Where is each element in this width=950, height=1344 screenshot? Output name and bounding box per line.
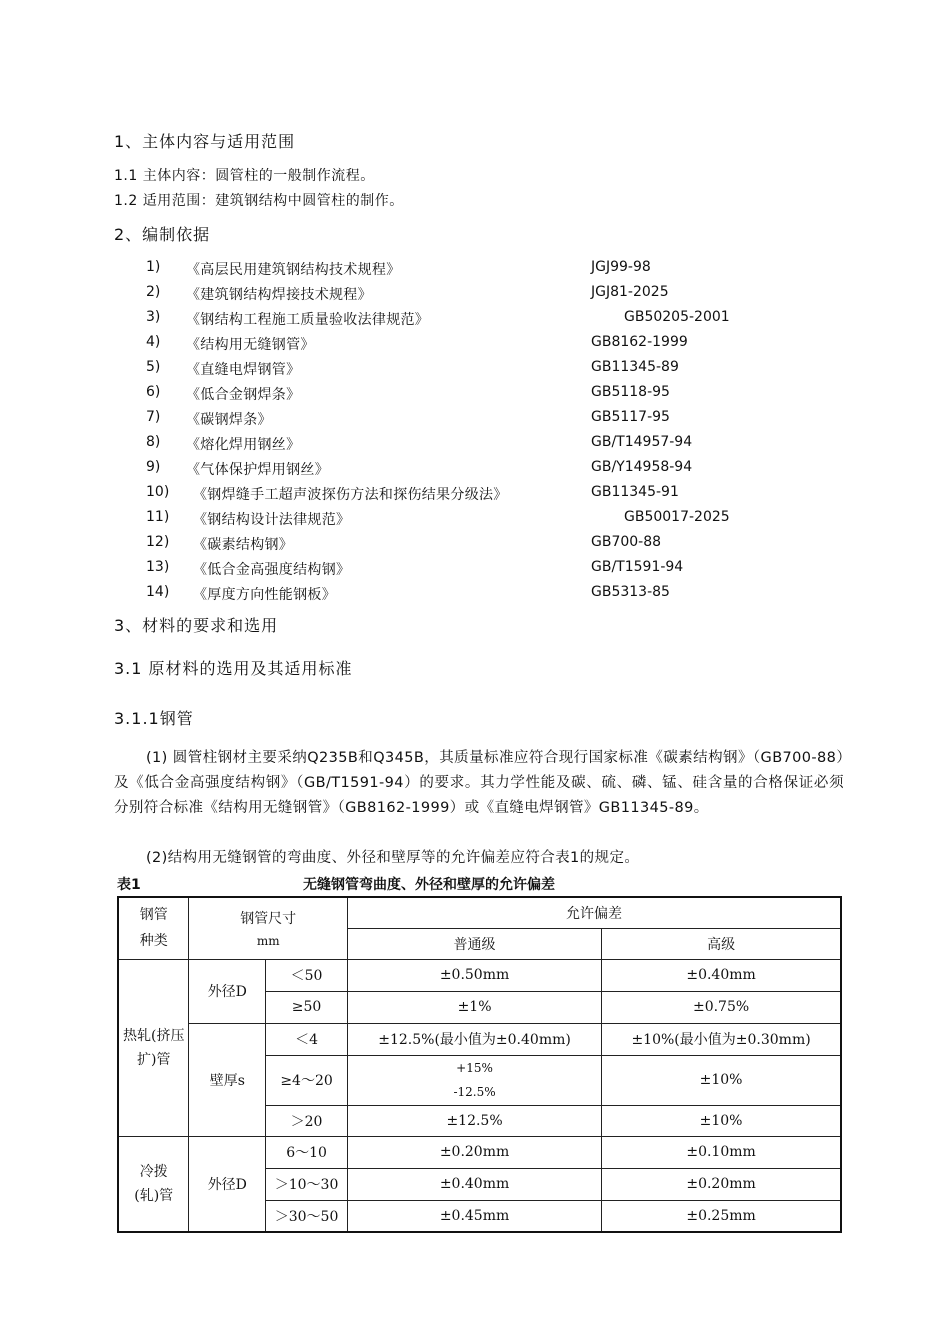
reference-name: 《结构用无缝钢管》 <box>186 337 315 353</box>
cell-high: ±0.20mm <box>602 1168 841 1200</box>
reference-name: 《钢结构工程施工质量验收法律规范》 <box>186 312 430 328</box>
cell-high: ±0.40mm <box>602 959 841 991</box>
reference-code: GB11345-91 <box>591 484 679 500</box>
reference-code: JGJ99-98 <box>591 259 651 275</box>
table-header-row <box>118 897 841 928</box>
reference-name: 《气体保护焊用钢丝》 <box>186 462 329 478</box>
reference-name: 《碳钢焊条》 <box>186 412 272 428</box>
cell-range: ＜4 <box>266 1023 348 1055</box>
header-pipe-size: 钢管尺寸 mm <box>189 897 347 959</box>
reference-number: 8) <box>146 434 161 450</box>
tolerance-table <box>117 896 842 1233</box>
section-2-title: 2、编制依据 <box>114 225 211 244</box>
cell-range: ＞30～50 <box>266 1200 348 1232</box>
reference-name: 《熔化焊用钢丝》 <box>186 437 301 453</box>
reference-code: GB/Y14958-94 <box>591 459 693 475</box>
reference-number: 2) <box>146 284 161 300</box>
table-title: 无缝钢管弯曲度、外径和壁厚的允许偏差 <box>303 877 555 893</box>
header-pipe-type: 钢管种类 <box>118 897 189 959</box>
cell-normal: ±0.20mm <box>347 1136 601 1168</box>
group-cold-drawn: 冷拨(轧)管 <box>118 1136 189 1232</box>
reference-name: 《低合金钢焊条》 <box>186 387 301 403</box>
reference-number: 10) <box>146 484 170 500</box>
table-row <box>118 1136 841 1168</box>
reference-name: 《厚度方向性能钢板》 <box>193 587 336 603</box>
reference-code: GB50205-2001 <box>624 309 730 325</box>
reference-code: GB5118-95 <box>591 384 670 400</box>
cell-range: ＞20 <box>266 1105 348 1136</box>
cell-normal: ±1% <box>347 991 601 1023</box>
group-wall-thickness: 壁厚s <box>189 1023 266 1136</box>
cell-normal: ±12.5%(最小值为±0.40mm) <box>347 1023 601 1055</box>
reference-name: 《建筑钢结构焊接技术规程》 <box>186 287 372 303</box>
cell-range: ≥4～20 <box>266 1055 348 1105</box>
cell-normal-minus: -12.5% <box>453 1085 496 1099</box>
table-row <box>118 1023 841 1055</box>
section-3-title: 3、材料的要求和选用 <box>114 616 279 635</box>
reference-name: 《钢结构设计法律规范》 <box>193 512 351 528</box>
reference-number: 14) <box>146 584 170 600</box>
reference-name: 《高层民用建筑钢结构技术规程》 <box>186 262 401 278</box>
reference-code: GB11345-89 <box>591 359 679 375</box>
reference-number: 7) <box>146 409 161 425</box>
header-high-grade: 高级 <box>602 928 841 959</box>
cell-normal <box>347 1055 601 1105</box>
reference-name: 《低合金高强度结构钢》 <box>193 562 351 578</box>
reference-number: 5) <box>146 359 161 375</box>
reference-code: JGJ81-2025 <box>591 284 669 300</box>
cell-high: ±10% <box>602 1105 841 1136</box>
group-outer-diameter: 外径D <box>189 959 266 1023</box>
cell-normal: ±0.50mm <box>347 959 601 991</box>
reference-number: 1) <box>146 259 161 275</box>
cell-high: ±0.25mm <box>602 1200 841 1232</box>
group-hot-rolled: 热轧(挤压扩)管 <box>118 959 189 1136</box>
reference-name: 《碳素结构钢》 <box>193 537 294 553</box>
section-3-1-1-title: 3.1.1钢管 <box>114 709 194 728</box>
reference-name: 《直缝电焊钢管》 <box>186 362 301 378</box>
cell-range: ＞10～30 <box>266 1168 348 1200</box>
paragraph-tolerance-note: (2)结构用无缝钢管的弯曲度、外径和壁厚等的允许偏差应符合表1的规定。 <box>146 850 640 866</box>
group-outer-diameter: 外径D <box>189 1136 266 1232</box>
reference-code: GB5117-95 <box>591 409 670 425</box>
cell-high: ±10% <box>602 1055 841 1105</box>
reference-code: GB8162-1999 <box>591 334 688 350</box>
cell-normal: ±12.5% <box>347 1105 601 1136</box>
cell-high: ±0.10mm <box>602 1136 841 1168</box>
cell-range: ＜50 <box>266 959 348 991</box>
reference-name: 《钢焊缝手工超声波探伤方法和探伤结果分级法》 <box>193 487 508 503</box>
reference-number: 9) <box>146 459 161 475</box>
cell-normal-plus: +15% <box>456 1061 493 1075</box>
reference-number: 12) <box>146 534 170 550</box>
paragraph-steel-material: (1) 圆管柱钢材主要采纳Q235B和Q345B，其质量标准应符合现行国家标准《碳素结构钢》（GB700-88）及《低合金高强度结构钢》（GB/T1591-94）的要求。其力学性能及碳、硫、磷、锰、硅含量的合格保证必须分别符合标准《结构用无缝钢管》（GB8162-1999）或《直缝电焊钢管》GB11345-89。 <box>114 750 844 816</box>
header-normal-grade: 普通级 <box>347 928 601 959</box>
section-1-1: 1.1 主体内容：圆管柱的一般制作流程。 <box>114 168 375 184</box>
table-row <box>118 959 841 991</box>
reference-code: GB5313-85 <box>591 584 670 600</box>
section-3-1-title: 3.1 原材料的选用及其适用标准 <box>114 659 353 678</box>
reference-code: GB/T1591-94 <box>591 559 684 575</box>
table-label: 表1 <box>117 877 141 893</box>
reference-number: 13) <box>146 559 170 575</box>
cell-range: 6～10 <box>266 1136 348 1168</box>
cell-range: ≥50 <box>266 991 348 1023</box>
section-1-2: 1.2 适用范围：建筑钢结构中圆管柱的制作。 <box>114 193 404 209</box>
reference-number: 6) <box>146 384 161 400</box>
cell-normal: ±0.40mm <box>347 1168 601 1200</box>
header-size-unit: mm <box>256 934 280 949</box>
reference-code: GB700-88 <box>591 534 662 550</box>
reference-number: 3) <box>146 309 161 325</box>
cell-normal: ±0.45mm <box>347 1200 601 1232</box>
reference-number: 11) <box>146 509 170 525</box>
cell-high: ±10%(最小值为±0.30mm) <box>602 1023 841 1055</box>
cell-high: ±0.75% <box>602 991 841 1023</box>
reference-number: 4) <box>146 334 161 350</box>
header-tolerance: 允许偏差 <box>347 897 841 928</box>
reference-code: GB50017-2025 <box>624 509 730 525</box>
section-1-title: 1、主体内容与适用范围 <box>114 132 296 151</box>
reference-code: GB/T14957-94 <box>591 434 693 450</box>
